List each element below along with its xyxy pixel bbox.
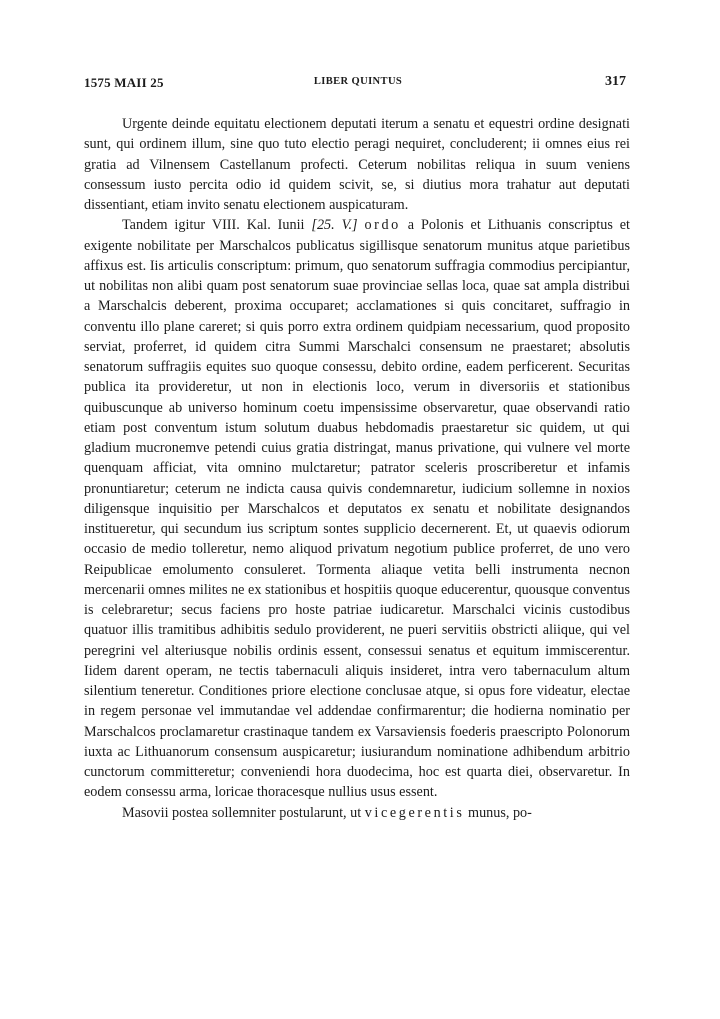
date-note: [25. V.] (311, 217, 358, 234)
book-page (84, 72, 632, 821)
running-header (84, 72, 632, 96)
paragraph-3-end: munus, po- (468, 804, 532, 821)
paragraph-3 (84, 803, 630, 823)
paragraph-2-start: Tandem igitur VIII. Kal. Iunii (122, 217, 305, 234)
paragraph-1: Urgente deinde equitatu electionem deputati iterum a senatu et equestri ordine designati sunt, qui ordinem illum, sine quo tuto electio peragi nequiret, concluderent; ii omnes eius rei gratia ad Vilnensem Castellanum profecti. Ceterum nobilitas reliqua in suum veniens consessum iusto percita odio id quidem scivit, se, si diutius mora trahatur aut deputati dissentiant, etiam invito senatu electionem auspicaturam. (84, 116, 630, 213)
paragraph-3-start: Masovii postea sollemniter postularunt, ut (122, 804, 362, 821)
paragraph-2 (84, 215, 630, 802)
main-text (84, 114, 630, 823)
paragraph-2-body: a Polonis et Lithuanis conscriptus et exigente nobilitate per Marschalcos publicatus sigillisque senatorum munitus atque parietibus affixus est. Iis articulis conscriptum: primum, quo senatorum suffragia commodius percipiantur, ut nobilitas non alibi quam post senatorum suae provinciae sellas loca, quae sat ampla distribui a Marschalcis deberent, proxima occuparet; acclamationes si quis concitaret, suffragio in conventu illo plane careret; si quis porro extra ordinem quidpiam necessarium, quod proposito serviat, proferret, id quidem citra Summi Marschalci consensum ne praestaret; absolutis senatorum suffragiis equites suo quoque consessu, debito ordine, eadem perficerent. Securitas publica ita provideretur, ut non in electionis loco, verum in diversoriis et stationibus quibuscunque ab universo hominum coetu impensissime observaretur, quae observandi ratio etiam post conventum istum solutum duabus hebdomadis praestaretur sic quidem, ut qui gladium mucronemve petendi cuius gratia distringat, manus privatione, qui vulnere vel morte quenquam afficiat, vita omnino mulctaretur; patrator sceleris proscriberetur et infamis pronuntiaretur; ceterum ne indicta causa quivis condemnaretur, iudicium sollemne in noxios diligensque inquisitio per Marschalcos et deputatos ex senatu et nobilitate designandos institueretur, qui secundum ius scriptum sontes supplicio decernerent. Et, ut quaevis odiorum occasio de medio tolleretur, nemo aliquod privatum negotium publice proferret, de uno vero Reipublicae emolumento consuleret. Tormenta aliaque vetita belli instrumenta necnon mercenarii omnes milites ne ex stationibus et hospitiis quoque educerentur, quousque conventus is celebraretur; secus faciens pro hoste patriae iudicaretur. Marschalci vicinis custodibus quatuor illis tramitibus adhibitis sedulo providerent, ne pueri servitiis obstricti aliique, qui vel peregrini vel alteriusque nobilis ordinis essent, consessui senatus et equitum immiscerentur. Iidem darent operam, ne tectis tabernaculi aliquis insideret, intra vero tabernaculum altum silentium teneretur. Conditiones priore electione conclusae atque, si opus fore videatur, electae in regem personae vel immutandae vel addendae confirmarentur; die hodierna nominatio per Marschalcos proclamaretur crastinaque tandem ex Varsaviensis foederis praescripto Polonorum iuxta ac Lithuanorum consensum auspicaretur; iusiurandum nominatione adhibendum arbitrio cunctorum committeretur; conveniendi hora duodecima, hoc est quarta diei, observaretur. In eodem consessu arma, loricae thoracesque nullius usus essent. (84, 217, 631, 801)
emphasis-vicegerentis: vicegerentis (364, 804, 465, 821)
header-title: LIBER QUINTUS (313, 76, 403, 87)
emphasis-ordo: ordo (364, 217, 401, 234)
page-number: 317 (605, 74, 626, 89)
header-date: 1575 MAII 25 (84, 75, 164, 90)
